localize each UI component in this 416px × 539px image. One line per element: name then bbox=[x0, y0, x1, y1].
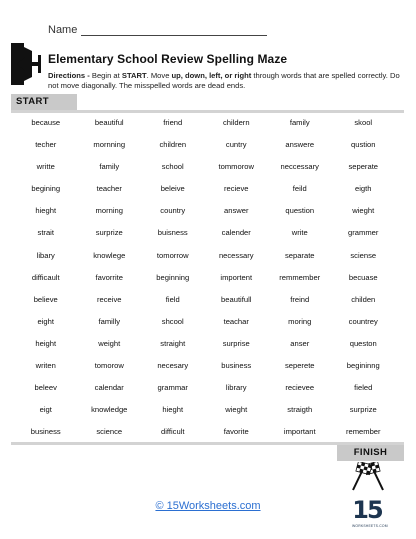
maze-word: seperate bbox=[348, 162, 379, 172]
maze-word: family bbox=[289, 118, 310, 127]
maze-word: children bbox=[159, 140, 187, 150]
maze-word: grammer bbox=[348, 228, 379, 238]
directions bbox=[48, 71, 403, 91]
site-logo bbox=[352, 496, 388, 534]
maze-word: business bbox=[221, 361, 252, 371]
maze-word: necesary bbox=[157, 361, 189, 371]
maze-word: surprize bbox=[95, 228, 123, 238]
maze-word: fieled bbox=[354, 383, 373, 393]
maze-word: knowledge bbox=[91, 405, 128, 415]
name-label: Name bbox=[48, 24, 78, 36]
maze-word: beautiful bbox=[94, 118, 124, 127]
maze-word: skool bbox=[354, 118, 373, 127]
maze-word: straigth bbox=[287, 405, 313, 415]
maze-word: beginning bbox=[156, 272, 190, 282]
maze-word: teacher bbox=[96, 184, 122, 194]
maze-word: techer bbox=[35, 140, 57, 150]
maze-word: surprise bbox=[222, 338, 250, 348]
page-title: Elementary School Review Spelling Maze bbox=[48, 52, 288, 66]
maze-word: becuase bbox=[348, 272, 378, 282]
maze-word: surprize bbox=[349, 405, 377, 415]
maze-word: answer bbox=[224, 206, 249, 216]
maze-word: begininng bbox=[346, 361, 380, 371]
maze-word: familly bbox=[98, 316, 121, 326]
maze-word: beleive bbox=[160, 184, 185, 194]
maze-word: height bbox=[35, 338, 57, 348]
maze-word: childen bbox=[351, 294, 376, 304]
maze-word: libary bbox=[36, 250, 55, 260]
start-label: START bbox=[11, 94, 77, 110]
maze-word: moring bbox=[288, 316, 312, 326]
maze-word: countrey bbox=[348, 316, 378, 326]
maze-word: calender bbox=[221, 228, 251, 238]
maze-word: field bbox=[165, 294, 180, 304]
maze-word: grammar bbox=[157, 383, 188, 393]
maze-word: family bbox=[99, 162, 120, 172]
maze-word: country bbox=[160, 206, 186, 216]
maze-word: eight bbox=[37, 316, 54, 326]
start-bar bbox=[11, 110, 404, 113]
maze-word: school bbox=[161, 162, 184, 172]
maze-word: recievee bbox=[285, 383, 315, 393]
maze-word: hieght bbox=[162, 405, 184, 415]
maze-word: freind bbox=[290, 294, 310, 304]
maze-word: straight bbox=[160, 338, 186, 348]
maze-word: eigt bbox=[39, 405, 52, 415]
maze-word: writte bbox=[36, 162, 55, 172]
maze-word: wieght bbox=[352, 206, 375, 216]
maze-word: childern bbox=[222, 118, 250, 127]
directions-start: START bbox=[121, 71, 147, 80]
maze-word: knowlege bbox=[93, 250, 126, 260]
name-line bbox=[81, 25, 267, 36]
exit-door-icon bbox=[11, 43, 42, 85]
maze-word: weight bbox=[98, 338, 121, 348]
maze-word: favorite bbox=[223, 427, 249, 437]
maze-word: science bbox=[96, 427, 123, 437]
logo-number: 15 bbox=[352, 496, 382, 524]
maze-word: buisness bbox=[157, 228, 188, 238]
directions-moves: up, down, left, or right bbox=[171, 71, 252, 80]
maze-word: feild bbox=[292, 184, 307, 194]
maze-word: recieve bbox=[224, 184, 249, 194]
maze-word: seperete bbox=[284, 361, 315, 371]
directions-text: Begin at bbox=[89, 71, 122, 80]
maze-word: cuntry bbox=[225, 140, 247, 150]
maze-word: believe bbox=[33, 294, 58, 304]
maze-word: necessary bbox=[218, 250, 254, 260]
maze-word: tomorow bbox=[94, 361, 124, 371]
maze-word: mornning bbox=[93, 140, 126, 150]
directions-text: through words that are spelled correctly. Do not move diagonally. The misspelled words are dead ends. bbox=[48, 71, 400, 90]
maze-word: queston bbox=[349, 338, 377, 348]
maze-word: morning bbox=[95, 206, 123, 216]
maze-word: beleev bbox=[34, 383, 57, 393]
maze-word: business bbox=[30, 427, 61, 437]
maze-word: favorrite bbox=[95, 272, 123, 282]
maze-word: qustion bbox=[351, 140, 376, 150]
maze-word: write bbox=[291, 228, 308, 238]
maze-word: remmember bbox=[279, 272, 321, 282]
directions-label: Directions - bbox=[48, 71, 90, 80]
maze-word: library bbox=[225, 383, 247, 393]
maze-word: neccessary bbox=[280, 162, 319, 172]
maze-word: answere bbox=[285, 140, 315, 150]
maze-word: question bbox=[285, 206, 315, 216]
name-field bbox=[48, 24, 267, 36]
maze-word: calendar bbox=[94, 383, 124, 393]
maze-word: teachar bbox=[223, 316, 249, 326]
maze-word: difficult bbox=[161, 427, 185, 437]
maze-word: important bbox=[283, 427, 316, 437]
maze-word: anser bbox=[290, 338, 310, 348]
maze-word: because bbox=[31, 118, 61, 127]
maze-word: eigth bbox=[355, 184, 372, 194]
maze-word: separate bbox=[284, 250, 315, 260]
maze-word: tommorow bbox=[218, 162, 254, 172]
maze-word: tomorrow bbox=[156, 250, 189, 260]
maze-word: writen bbox=[35, 361, 56, 371]
maze-grid bbox=[14, 116, 395, 447]
maze-word: shcool bbox=[161, 316, 184, 326]
maze-word: importent bbox=[220, 272, 253, 282]
maze-word: friend bbox=[163, 118, 183, 127]
maze-word: receive bbox=[97, 294, 122, 304]
directions-text: . Move bbox=[146, 71, 172, 80]
maze-word: beautifull bbox=[221, 294, 252, 304]
maze-word: strait bbox=[37, 228, 54, 238]
finish-label: FINISH bbox=[337, 445, 404, 461]
maze-word: remember bbox=[345, 427, 381, 437]
checkered-flags-icon bbox=[345, 462, 391, 492]
copyright-link[interactable]: © 15Worksheets.com bbox=[155, 500, 261, 512]
maze-word: difficault bbox=[31, 272, 60, 282]
maze-word: sciense bbox=[350, 250, 377, 260]
maze-word: wieght bbox=[225, 405, 248, 415]
maze-word: begining bbox=[31, 184, 61, 194]
logo-subtext: WORKSHEETS.COM bbox=[352, 524, 388, 528]
maze-word: hieght bbox=[35, 206, 57, 216]
